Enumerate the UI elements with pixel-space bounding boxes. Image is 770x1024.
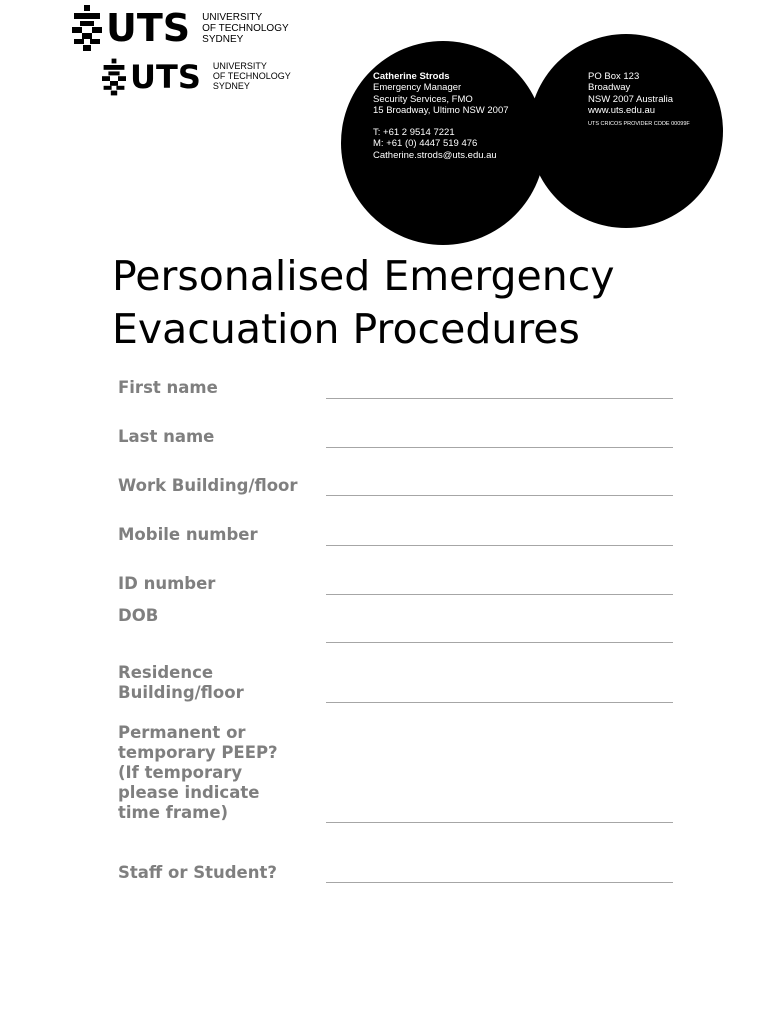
po-box: PO Box 123 [588, 71, 640, 82]
uts-logo-secondary [102, 57, 291, 97]
contact-mobile: M: +61 (0) 4447 519 476 [373, 138, 478, 150]
cricos-code: UTS CRICOS PROVIDER CODE 00099F [588, 121, 690, 128]
university-name [213, 62, 291, 92]
contact-street: 15 Broadway, Ultimo NSW 2007 [373, 104, 509, 116]
dob-label: DOB [118, 606, 159, 625]
po-suburb: Broadway [588, 82, 631, 94]
contact-phone: T: +61 2 9514 7221 [373, 127, 455, 139]
po-state: NSW 2007 Australia [588, 93, 674, 105]
university-line-2: OF TECHNOLOGY [202, 22, 289, 34]
mobile-number-field[interactable] [326, 545, 673, 546]
uts-wordmark: UTS [106, 6, 191, 50]
last-name-label: Last name [118, 427, 215, 446]
uts-crest-icon [72, 5, 102, 51]
work-building-floor-field[interactable] [326, 495, 673, 496]
staff-or-student-label: Staff or Student? [118, 863, 277, 882]
university-line-3: SYDNEY [202, 33, 244, 45]
work-building-floor-label: Work Building/floor [118, 476, 298, 495]
dob-field[interactable] [326, 642, 673, 643]
contact-name: Catherine Strods [373, 71, 450, 82]
id-number-label: ID number [118, 574, 216, 593]
peep-type-field[interactable] [326, 822, 673, 823]
last-name-field[interactable] [326, 447, 673, 448]
contact-details [373, 71, 573, 161]
university-line-1: UNIVERSITY [212, 61, 267, 72]
id-number-field[interactable] [326, 594, 673, 595]
contact-email: Catherine.strods@uts.edu.au [373, 149, 497, 161]
website: www.uts.edu.au [588, 104, 656, 116]
first-name-field[interactable] [326, 398, 673, 399]
peep-type-label: Permanent or temporary PEEP? (If temporary please indicate time frame) [118, 723, 278, 822]
university-name [202, 12, 289, 45]
contact-role: Emergency Manager [373, 82, 462, 94]
uts-logo-primary [72, 5, 289, 51]
residence-building-floor-field[interactable] [326, 702, 673, 703]
uts-wordmark: UTS [130, 58, 201, 96]
postal-details [588, 71, 718, 128]
uts-crest-icon [102, 57, 126, 97]
first-name-label: First name [118, 378, 218, 397]
contact-department: Security Services, FMO [373, 93, 473, 105]
residence-building-floor-label: Residence Building/floor [118, 663, 244, 702]
university-line-3: SYDNEY [212, 80, 250, 91]
page-title [112, 250, 732, 356]
title-line-1: Personalised Emergency [112, 252, 615, 300]
mobile-number-label: Mobile number [118, 525, 258, 544]
university-line-2: OF TECHNOLOGY [212, 71, 291, 82]
staff-or-student-field[interactable] [326, 882, 673, 883]
university-line-1: UNIVERSITY [202, 11, 263, 23]
title-line-2: Evacuation Procedures [112, 305, 580, 353]
